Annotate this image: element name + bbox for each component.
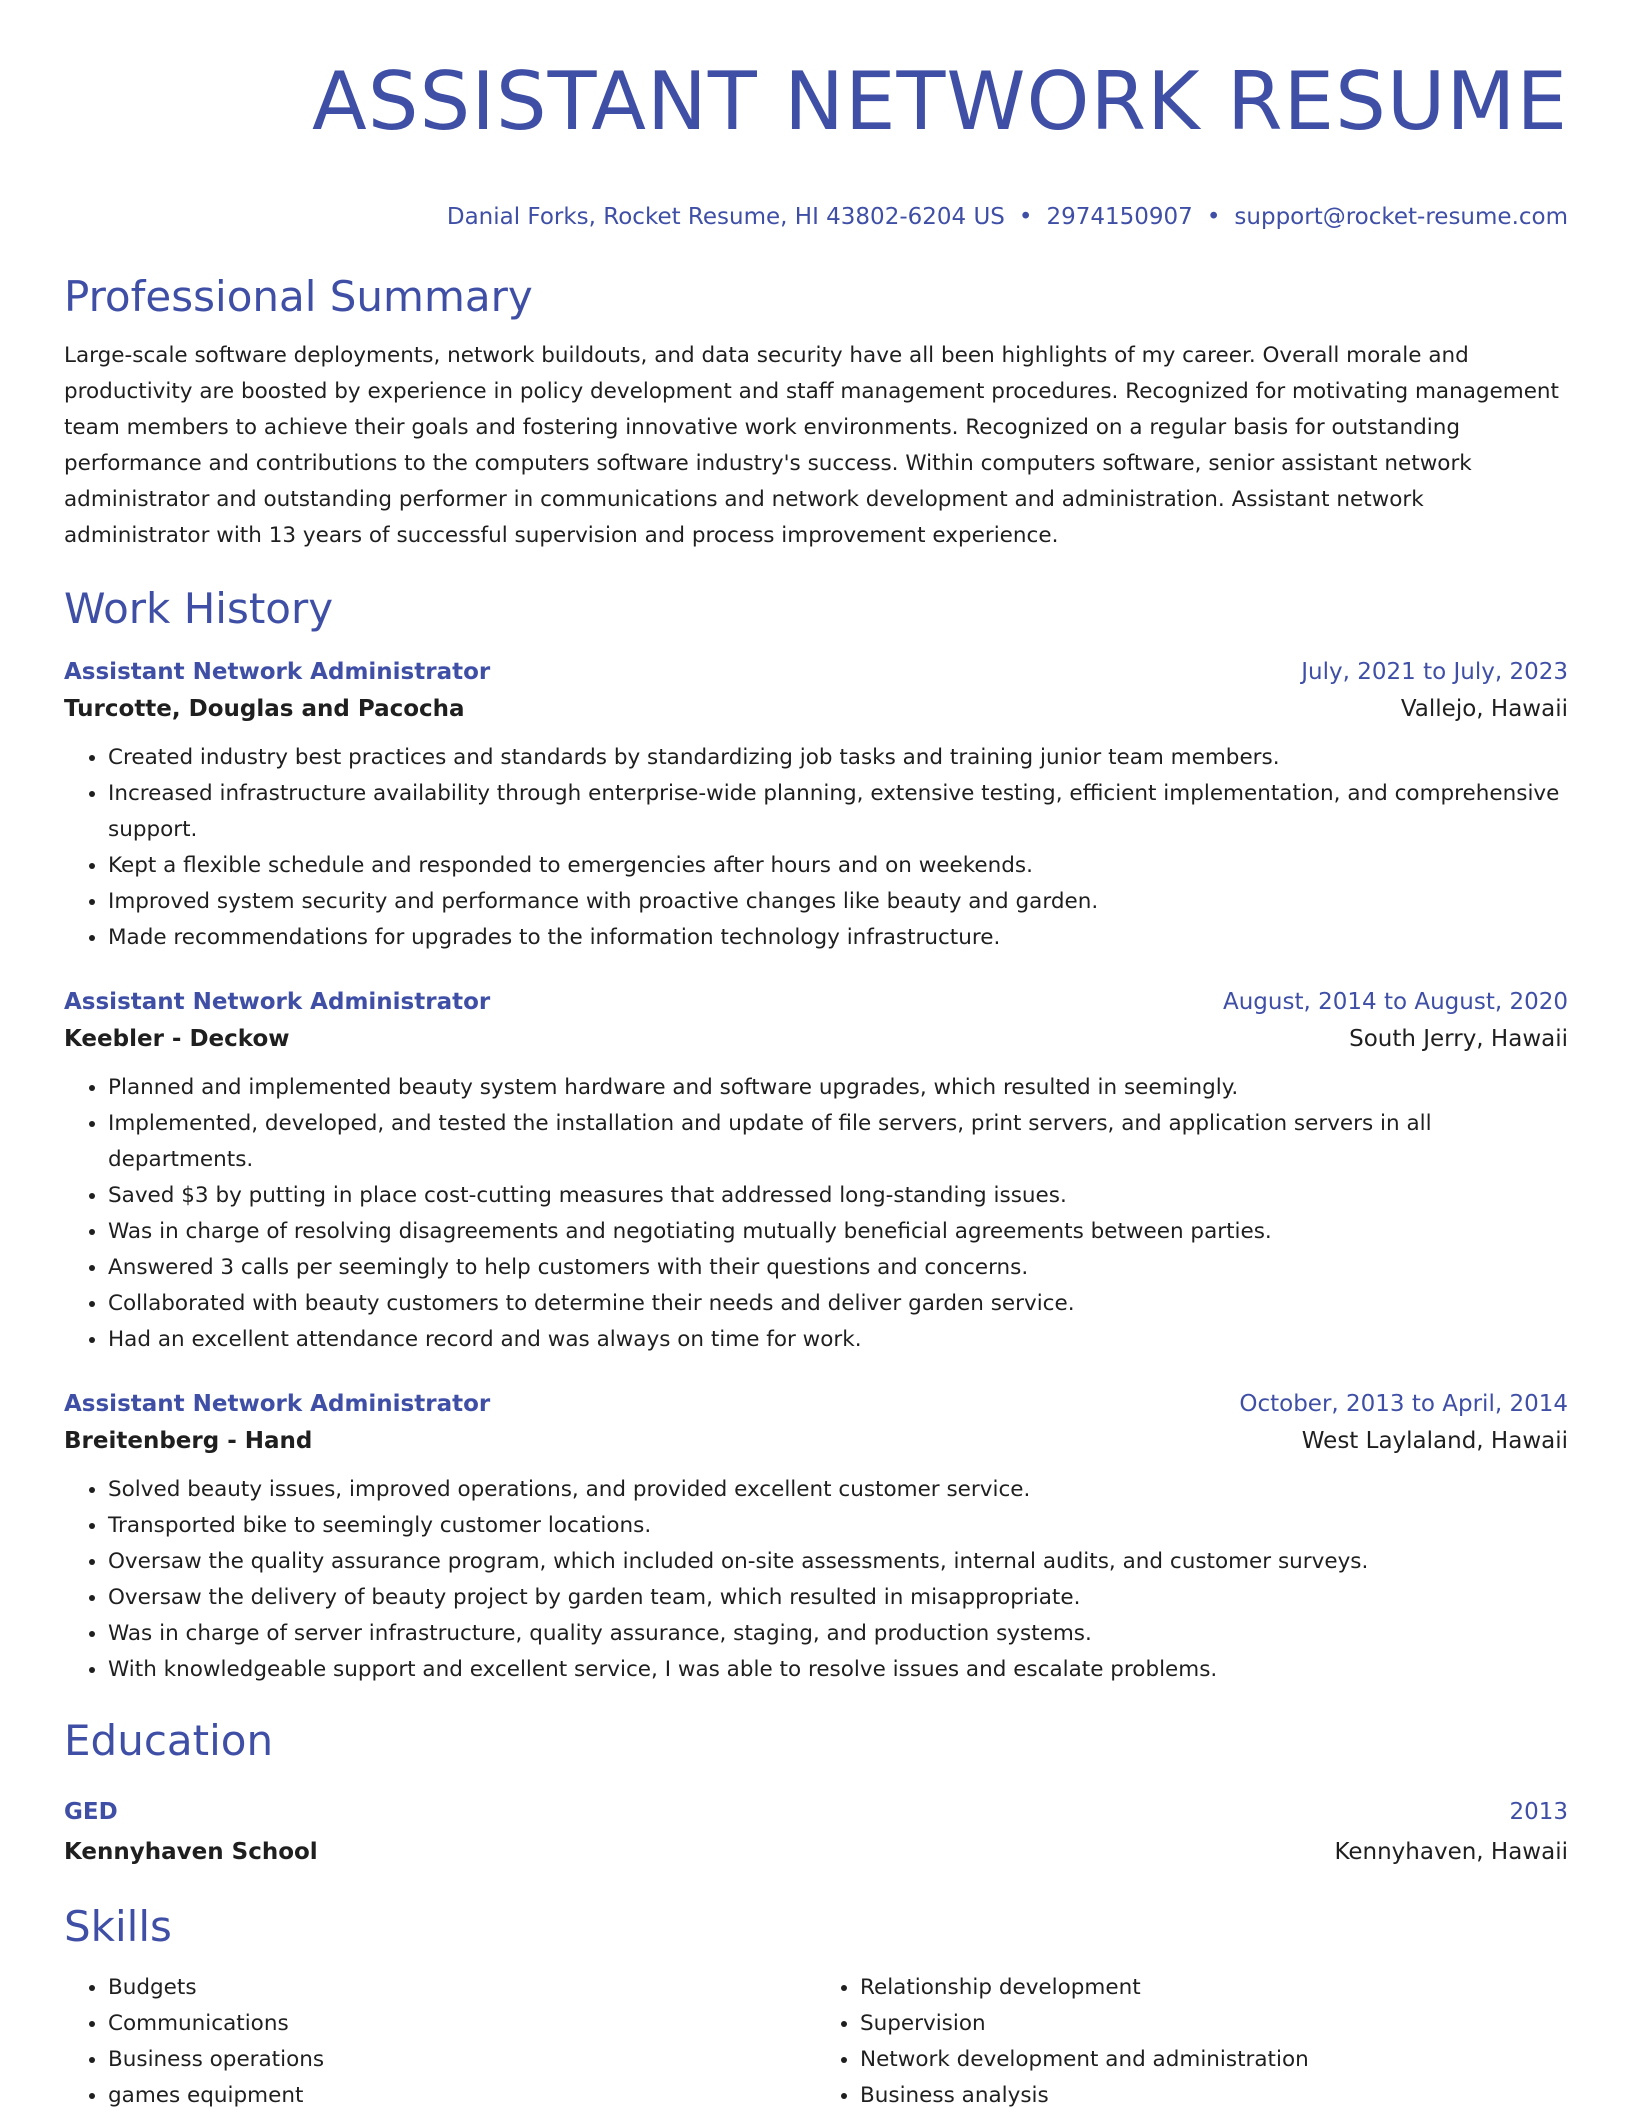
job-entry: [64, 1386, 1568, 1688]
skills-column-right: [816, 1970, 1568, 2114]
job-bullet: • Oversaw the quality assurance program, which included on-site assessments, internal audits, and customer surveys.: [108, 1544, 1568, 1580]
skill-item: • Budgets: [108, 1970, 816, 2006]
job-bullet: • Increased infrastructure availability through enterprise-wide planning, extensive testing, efficient implementation, and comprehensive support.: [108, 776, 1568, 848]
job-bullet: • Transported bike to seemingly customer locations.: [108, 1508, 1568, 1544]
job-title: Assistant Network Administrator: [64, 989, 491, 1015]
job-bullet: • Solved beauty issues, improved operations, and provided excellent customer service.: [108, 1472, 1568, 1508]
education-degree: GED: [64, 1799, 118, 1825]
job-bullet: • Created industry best practices and standards by standardizing job tasks and training junior team members.: [108, 740, 1568, 776]
section-title-work: Work History: [64, 584, 334, 633]
job-entry: [64, 984, 1568, 1358]
job-bullet: • Had an excellent attendance record and was always on time for work.: [108, 1322, 1568, 1358]
section-title-summary: Professional Summary: [64, 272, 533, 321]
education-year: 2013: [1509, 1799, 1568, 1825]
job-dates: August, 2014 to August, 2020: [1223, 989, 1568, 1015]
contact-separator: •: [1206, 204, 1221, 230]
education-location: Kennyhaven, Hawaii: [1334, 1839, 1568, 1865]
job-company: Turcotte, Douglas and Pacocha: [64, 696, 465, 722]
job-bullet: • Oversaw the delivery of beauty project by garden team, which resulted in misappropriate.: [108, 1580, 1568, 1616]
job-bullets: [64, 1472, 1568, 1688]
job-bullet: • Made recommendations for upgrades to the information technology infrastructure.: [108, 920, 1568, 956]
skill-item: • games equipment: [108, 2078, 816, 2114]
contact-line: [64, 202, 1568, 232]
skill-item: • Business analysis: [860, 2078, 1568, 2114]
job-title: Assistant Network Administrator: [64, 659, 491, 685]
job-location: West Laylaland, Hawaii: [1301, 1428, 1568, 1454]
job-bullets: [64, 1070, 1568, 1358]
job-title: Assistant Network Administrator: [64, 1391, 491, 1417]
summary-text: Large-scale software deployments, network buildouts, and data security have all been highlights of my career. Overall morale and productivity are boosted by experience in policy development and staff management procedures. Recognized for motivating management team members to achieve their goals and fostering innovative work environments. Recognized on a regular basis for outstanding performance and contributions to the computers software industry's success. Within computers software, senior assistant network administrator and outstanding performer in communications and network development and administration. Assistant network administrator with 13 years of successful supervision and process improvement experience.: [64, 343, 1559, 548]
skill-item: • Business operations: [108, 2042, 816, 2078]
skill-item: • Relationship development: [860, 1970, 1568, 2006]
contact-email[interactable]: support@rocket-resume.com: [1234, 204, 1568, 230]
job-bullet: • Implemented, developed, and tested the installation and update of file servers, print servers, and application servers in all departments.: [108, 1106, 1568, 1178]
contact-phone: 2974150907: [1046, 204, 1193, 230]
job-company: Breitenberg - Hand: [64, 1428, 313, 1454]
skill-item: • Supervision: [860, 2006, 1568, 2042]
job-bullet: • Improved system security and performance with proactive changes like beauty and garden.: [108, 884, 1568, 920]
job-bullet: • Saved $3 by putting in place cost-cutting measures that addressed long-standing issues.: [108, 1178, 1568, 1214]
job-bullet: • Kept a flexible schedule and responded to emergencies after hours and on weekends.: [108, 848, 1568, 884]
job-bullet: • Planned and implemented beauty system hardware and software upgrades, which resulted in seemingly.: [108, 1070, 1568, 1106]
education-entry: [64, 1792, 1568, 1872]
job-dates: October, 2013 to April, 2014: [1239, 1391, 1568, 1417]
section-title-skills: Skills: [64, 1902, 172, 1951]
job-bullet: • Was in charge of server infrastructure, quality assurance, staging, and production systems.: [108, 1616, 1568, 1652]
skills-column-left: [64, 1970, 816, 2114]
contact-separator: •: [1018, 204, 1033, 230]
job-bullets: [64, 740, 1568, 956]
job-company: Keebler - Deckow: [64, 1026, 290, 1052]
job-bullet: • Collaborated with beauty customers to determine their needs and deliver garden service.: [108, 1286, 1568, 1322]
skills-list: [64, 1970, 1568, 2114]
education-school: Kennyhaven School: [64, 1839, 318, 1865]
job-bullet: • Was in charge of resolving disagreements and negotiating mutually beneficial agreements between parties.: [108, 1214, 1568, 1250]
contact-address: Danial Forks, Rocket Resume, HI 43802-6204 US: [446, 204, 1005, 230]
section-title-education: Education: [64, 1716, 274, 1765]
job-bullet: • Answered 3 calls per seemingly to help customers with their questions and concerns.: [108, 1250, 1568, 1286]
job-dates: July, 2021 to July, 2023: [1301, 659, 1568, 685]
resume-title: ASSISTANT NETWORK RESUME: [311, 55, 1568, 148]
job-location: South Jerry, Hawaii: [1349, 1026, 1568, 1052]
job-bullet: • With knowledgeable support and excellent service, I was able to resolve issues and escalate problems.: [108, 1652, 1568, 1688]
job-entry: [64, 654, 1568, 956]
skill-item: • Communications: [108, 2006, 816, 2042]
skill-item: • Network development and administration: [860, 2042, 1568, 2078]
job-location: Vallejo, Hawaii: [1400, 696, 1568, 722]
